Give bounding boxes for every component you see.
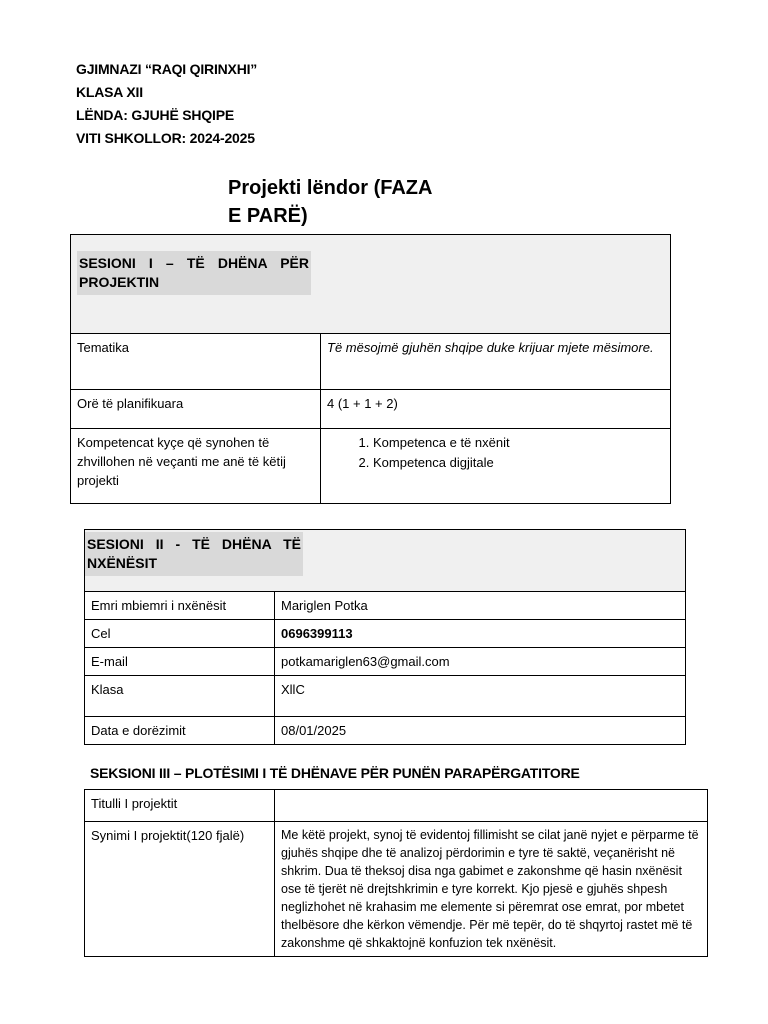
row-value: 4 (1 + 1 + 2): [321, 390, 671, 429]
school-name: GJIMNAZI “RAQI QIRINXHI”: [76, 61, 258, 77]
row-value: potkamariglen63@gmail.com: [275, 648, 686, 676]
row-value: 08/01/2025: [275, 717, 686, 745]
list-item: 2. Kompetenca digjitale: [373, 453, 664, 473]
session-3-heading: SEKSIONI III – PLOTËSIMI I TË DHËNAVE PËR PUNËN PARAPËRGATITORE: [90, 765, 580, 781]
row-value: Të mësojmë gjuhën shqipe duke krijuar mjete mësimore.: [321, 334, 671, 390]
row-value: 0696399113: [275, 620, 686, 648]
table-row: [85, 717, 686, 745]
table-row: [71, 429, 671, 504]
table-row: [85, 648, 686, 676]
row-label: Cel: [85, 620, 275, 648]
title-line-2: E PARË): [228, 205, 308, 227]
table-row: [71, 334, 671, 390]
page-title: [228, 174, 468, 230]
table-row: [85, 822, 708, 957]
session-2-table: [84, 529, 686, 745]
school-header: [76, 58, 257, 150]
class-name: KLASA XII: [76, 84, 143, 100]
table-row: [85, 676, 686, 717]
session-1-table: [70, 234, 671, 504]
row-label: Tematika: [71, 334, 321, 390]
table-row: [85, 790, 708, 822]
row-label: Titulli I projektit: [85, 790, 275, 822]
table-row: [85, 620, 686, 648]
session-2-heading: SESIONI II - TË DHËNA TË NXËNËSIT: [85, 532, 303, 576]
session-1-header-row: [71, 235, 671, 334]
session-1-heading: SESIONI I – TË DHËNA PËR PROJEKTIN: [77, 251, 311, 295]
session-1-header-cell: [71, 235, 671, 334]
row-label: E-mail: [85, 648, 275, 676]
row-value: Mariglen Potka: [275, 592, 686, 620]
row-label: Orë të planifikuara: [71, 390, 321, 429]
row-value: [275, 790, 708, 822]
subject-name: LËNDA: GJUHË SHQIPE: [76, 107, 234, 123]
school-year: VITI SHKOLLOR: 2024-2025: [76, 130, 255, 146]
table-row: [71, 390, 671, 429]
row-label: Data e dorëzimit: [85, 717, 275, 745]
session-2-header-cell: [85, 530, 686, 592]
row-value: Me këtë projekt, synoj të evidentoj fillimisht se cilat janë nyjet e përparme të gjuhës shqipe dhe të analizoj përdorimin e tyre të saktë, veçanërisht në shkrim. Dua të theksoj disa nga gabimet e zakonshme që hasin nxënësit ose të tjerët në drejtshkrimin e tyre korrekt. Kjo pjesë e gjuhës shpesh neglizhohet në krahasim me elemente si përemrat ose emrat, por mbetet thelbësore dhe kërkon vëmendje. Për më tepër, do të shqyrtoj rastet më të zakonshme që shkaktojnë konfuzion tek nxënësit.: [275, 822, 708, 957]
session-2-header-row: [85, 530, 686, 592]
table-row: [85, 592, 686, 620]
row-value: XllC: [275, 676, 686, 717]
title-line-1: Projekti lëndor (FAZA: [228, 177, 433, 199]
row-label: Klasa: [85, 676, 275, 717]
list-item: 1. Kompetenca e të nxënit: [373, 433, 664, 453]
competence-list: [327, 433, 664, 473]
row-label: Kompetencat kyçe që synohen të zhvillohen në veçanti me anë të këtij projekti: [71, 429, 321, 504]
row-label: Synimi I projektit(120 fjalë): [85, 822, 275, 957]
session-3-table: [84, 789, 708, 957]
row-label: Emri mbiemri i nxënësit: [85, 592, 275, 620]
competence-list-cell: [321, 429, 671, 504]
